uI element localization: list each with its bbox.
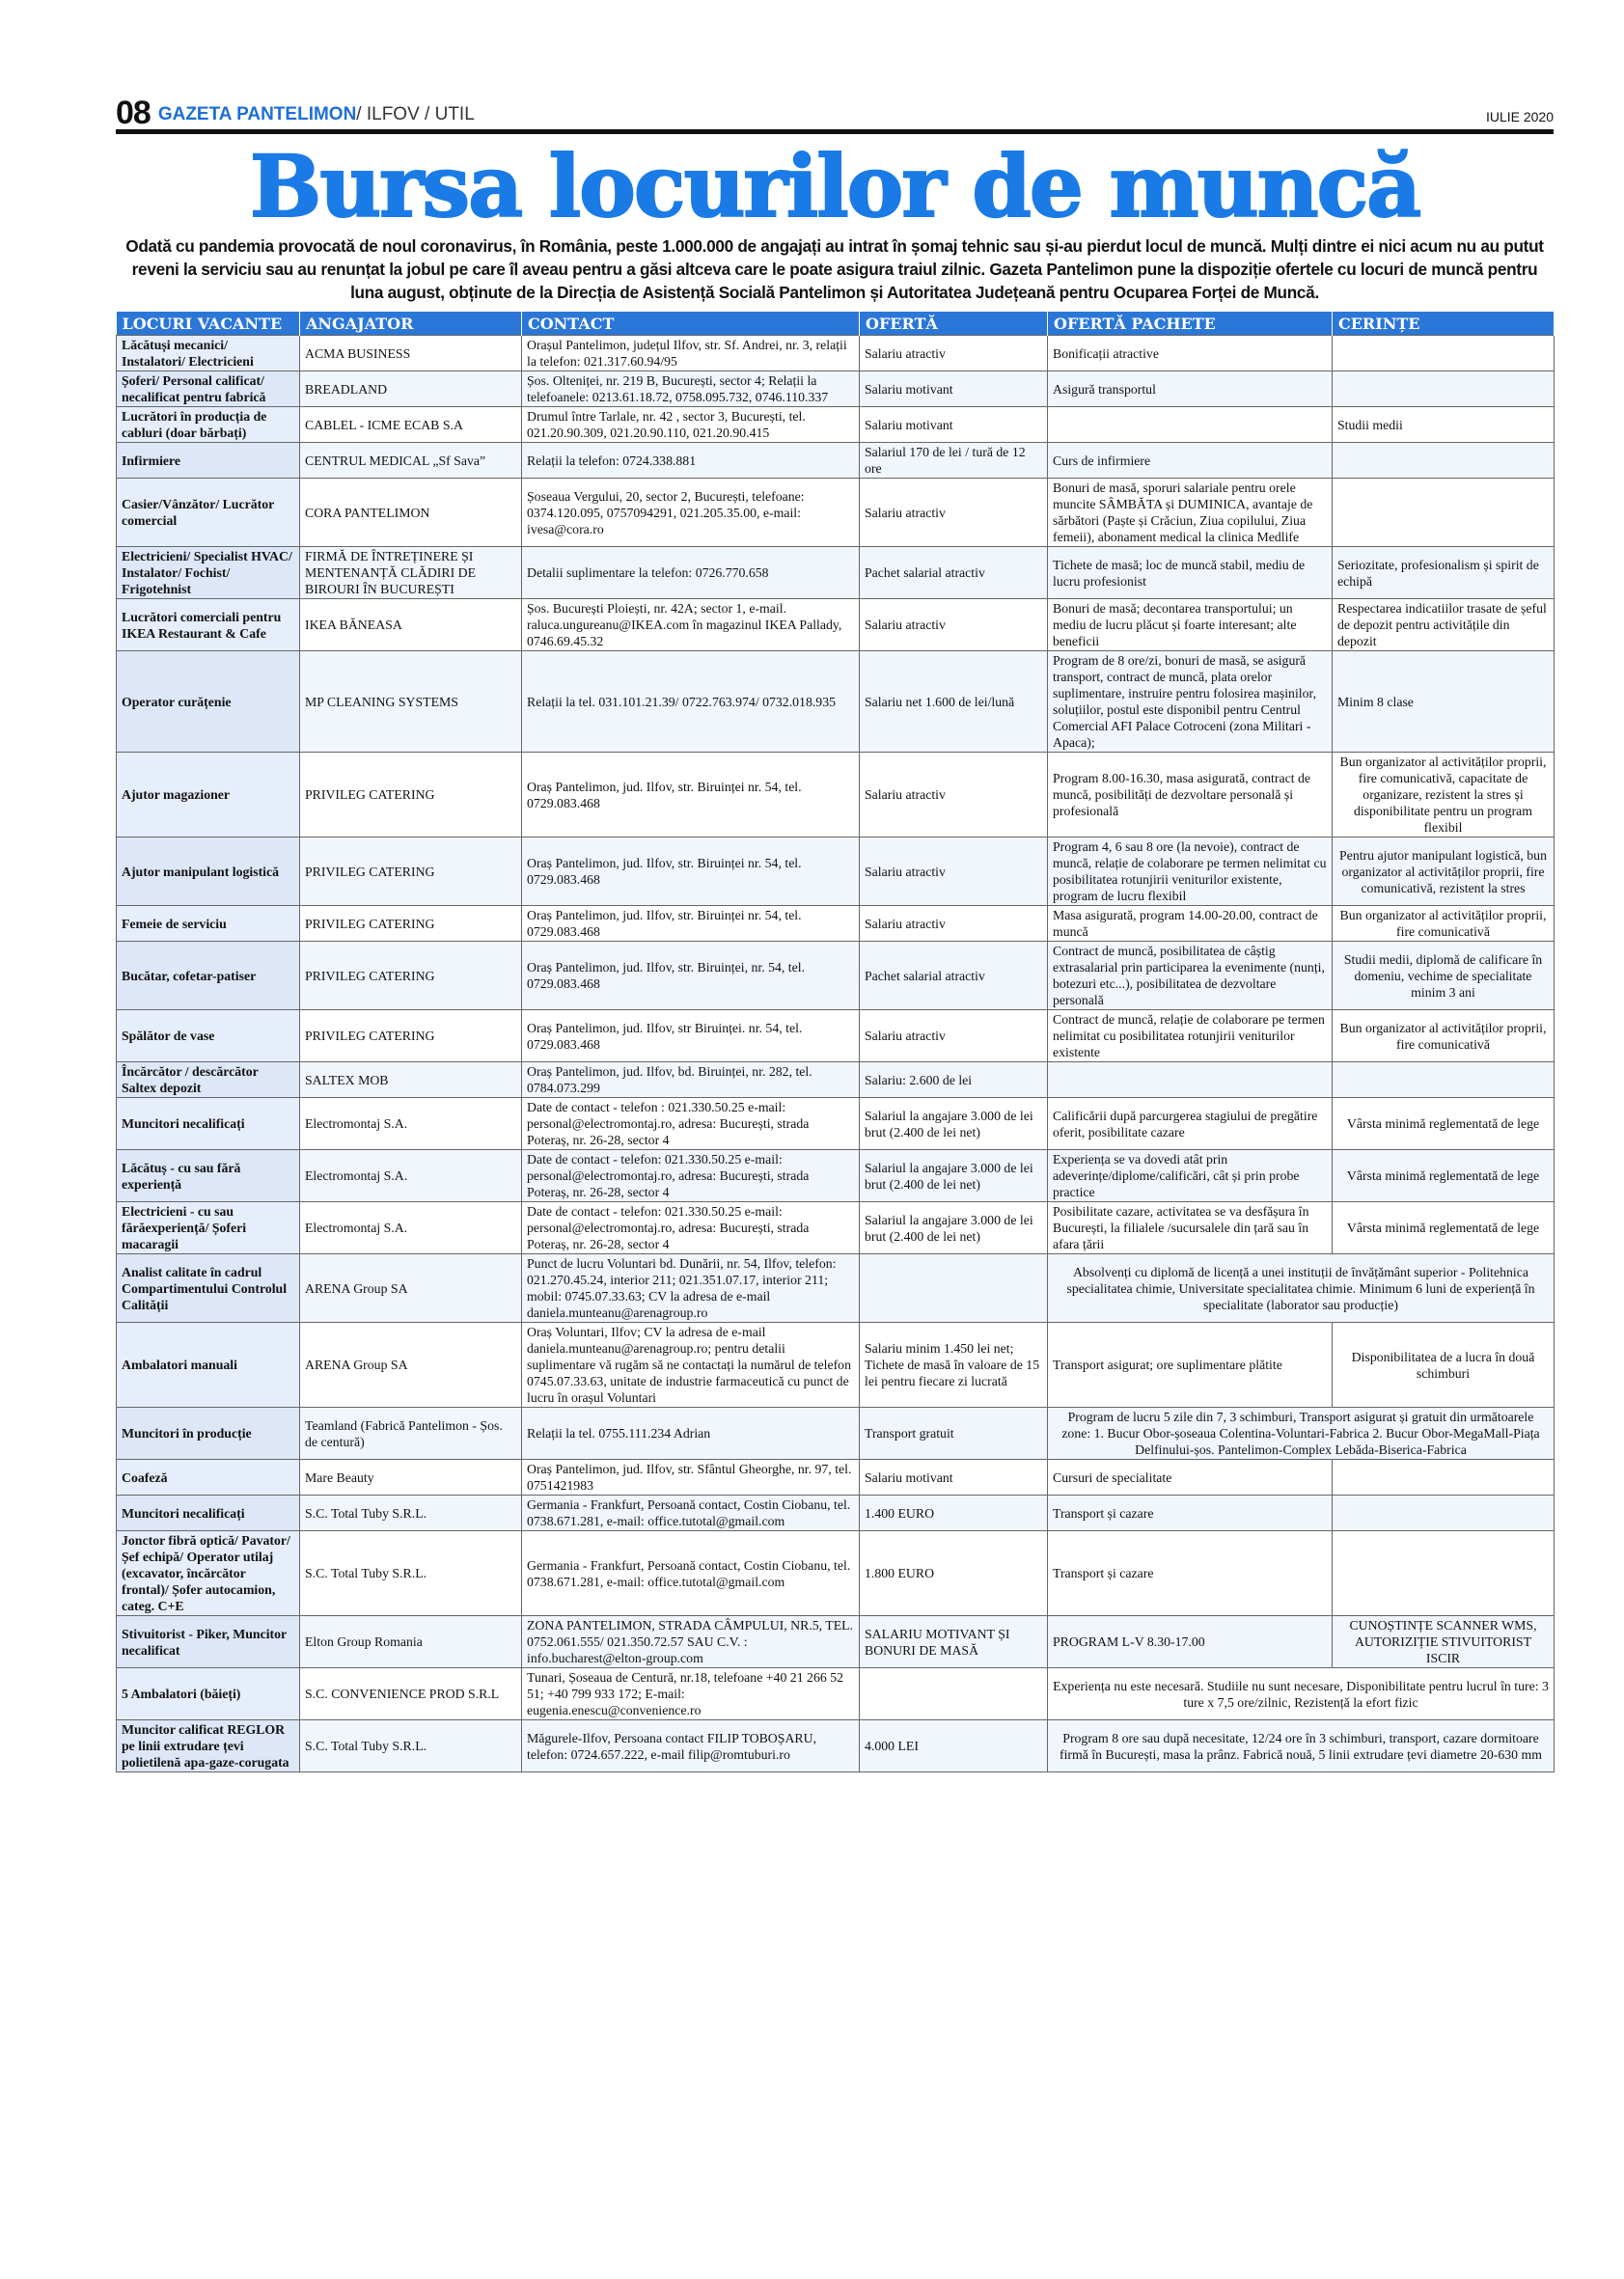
cell-offer-package: Program de lucru 5 zile din 7, 3 schimburi, Transport asigurat și gratuit din următoarele zone: 1. Bucur Obor-șoseaua Colentina-Voluntari-Fabrica 2. Bucur Obor-MegaMall-Piața Delfinului-șos. Pantelimon-Complex Lebăda-Biserica-Fabrica xyxy=(1048,1408,1555,1460)
table-row xyxy=(117,906,1555,942)
cell-job-title: Ambalatori manuali xyxy=(117,1323,300,1408)
cell-job-title: Muncitori necalificați xyxy=(117,1496,300,1531)
cell-requirements xyxy=(1333,443,1555,479)
cell-employer: S.C. Total Tuby S.R.L. xyxy=(300,1496,522,1531)
cell-offer xyxy=(860,1254,1048,1323)
cell-employer: FIRMĂ DE ÎNTREȚINERE ȘI MENTENANȚĂ CLĂDIRI DE BIROURI ÎN BUCUREȘTI xyxy=(300,547,522,599)
cell-offer: Salariu atractiv xyxy=(860,753,1048,837)
cell-job-title: Muncitor calificat REGLOR pe linii extrudare țevi polietilenă apa-gaze-corugata xyxy=(117,1720,300,1772)
cell-offer: Salariu atractiv xyxy=(860,837,1048,906)
col-header-cerinte: CERINȚE xyxy=(1333,312,1555,336)
cell-offer: Pachet salarial atractiv xyxy=(860,547,1048,599)
col-header-oferta-pachete: OFERTĂ PACHETE xyxy=(1048,312,1333,336)
cell-offer-package: Program 8.00-16.30, masa asigurată, contract de muncă, posibilități de dezvoltare personală și profesională xyxy=(1048,753,1333,837)
cell-offer-package: Experiența nu este necesară. Studiile nu sunt necesare, Disponibilitate pentru lucrul în ture: 3 ture x 7,5 ore/zilnic, Rezistență la efort fizic xyxy=(1048,1668,1555,1720)
table-row xyxy=(117,1062,1555,1098)
cell-contact: Relații la telefon: 0724.338.881 xyxy=(522,443,860,479)
cell-offer: Salariu motivant xyxy=(860,371,1048,407)
page-title: Bursa locurilor de muncă xyxy=(249,136,1420,236)
cell-offer-package: Transport și cazare xyxy=(1048,1496,1333,1531)
cell-offer: Salariu atractiv xyxy=(860,599,1048,651)
cell-offer: Salariu motivant xyxy=(860,1460,1048,1496)
cell-employer: Electromontaj S.A. xyxy=(300,1098,522,1150)
cell-offer: 1.400 EURO xyxy=(860,1496,1048,1531)
cell-offer: Salariu atractiv xyxy=(860,479,1048,547)
cell-requirements xyxy=(1333,1531,1555,1616)
cell-contact: Detalii suplimentare la telefon: 0726.770.658 xyxy=(522,547,860,599)
cell-employer: S.C. Total Tuby S.R.L. xyxy=(300,1531,522,1616)
cell-contact: Date de contact - telefon : 021.330.50.25 e-mail: personal@electromontaj.ro, adresa: București, strada Poteraș, nr. 26-28, sector 4 xyxy=(522,1098,860,1150)
cell-job-title: Electricieni/ Specialist HVAC/ Instalator/ Fochist/ Frigotehnist xyxy=(117,547,300,599)
cell-job-title: Lucrători comerciali pentru IKEA Restaurant & Cafe xyxy=(117,599,300,651)
cell-job-title: Lucrători în producția de cabluri (doar bărbați) xyxy=(117,407,300,443)
cell-offer: Salariul la angajare 3.000 de lei brut (2.400 de lei net) xyxy=(860,1098,1048,1150)
cell-offer-package: Program 4, 6 sau 8 ore (la nevoie), contract de muncă, relație de colaborare pe termen nelimitat cu posibilitatea rotunjirii veniturilor existente, program de lucru flexibil xyxy=(1048,837,1333,906)
cell-requirements: Studii medii, diplomă de calificare în domeniu, vechime de specialitate minim 3 ani xyxy=(1333,942,1555,1010)
table-row xyxy=(117,942,1555,1010)
cell-contact: Șos. București Ploiești, nr. 42A; sector 1, e-mail. raluca.ungureanu@IKEA.com în magazinul IKEA Pallady, 0746.69.45.32 xyxy=(522,599,860,651)
cell-employer: ACMA BUSINESS xyxy=(300,336,522,371)
cell-contact: Relații la tel. 0755.111.234 Adrian xyxy=(522,1408,860,1460)
cell-offer: Salariul la angajare 3.000 de lei brut (2.400 de lei net) xyxy=(860,1202,1048,1254)
cell-employer: ARENA Group SA xyxy=(300,1323,522,1408)
cell-offer-package xyxy=(1048,1062,1333,1098)
table-row xyxy=(117,1098,1555,1150)
cell-requirements: CUNOȘTINȚE SCANNER WMS, AUTORIZIȚIE STIVUITORIST ISCIR xyxy=(1333,1616,1555,1668)
cell-contact: Oraș Pantelimon, jud. Ilfov, str. Biruinței nr. 54, tel. 0729.083.468 xyxy=(522,837,860,906)
cell-job-title: Infirmiere xyxy=(117,443,300,479)
cell-employer: BREADLAND xyxy=(300,371,522,407)
cell-offer: Transport gratuit xyxy=(860,1408,1048,1460)
cell-requirements: Vârsta minimă reglementată de lege xyxy=(1333,1098,1555,1150)
jobs-table-body xyxy=(117,336,1555,1772)
cell-offer-package: Curs de infirmiere xyxy=(1048,443,1333,479)
cell-contact: Măgurele-Ilfov, Persoana contact FILIP TOBOȘARU, telefon: 0724.657.222, e-mail filip@romtuburi.ro xyxy=(522,1720,860,1772)
cell-job-title: Jonctor fibră optică/ Pavator/Șef echipă/ Operator utilaj (excavator, încărcător frontal)/ Șofer autocamion, categ. C+E xyxy=(117,1531,300,1616)
table-row xyxy=(117,1616,1555,1668)
cell-job-title: Electricieni - cu sau fărăexperiență/ Șoferi macaragii xyxy=(117,1202,300,1254)
cell-employer: MP CLEANING SYSTEMS xyxy=(300,651,522,753)
cell-job-title: Femeie de serviciu xyxy=(117,906,300,942)
table-row xyxy=(117,1531,1555,1616)
cell-offer: Salariu net 1.600 de lei/lună xyxy=(860,651,1048,753)
intro-paragraph: Odată cu pandemia provocată de noul coronavirus, în România, peste 1.000.000 de angajați au intrat în șomaj tehnic sau și-au pierdut locul de muncă. Mulți dintre ei nici acum nu au putut reveni la serviciu sau au renunțat la jobul pe care îl aveau pentru a găsi altceva care le poate asigura traiul zilnic. Gazeta Pantelimon pune la dispoziție ofertele cu locuri de muncă pentru luna august, obținute de la Direcția de Asistență Socială Pantelimon și Autoritatea Județeană pentru Ocuparea Forței de Muncă. xyxy=(125,236,1544,302)
cell-job-title: Muncitori în producție xyxy=(117,1408,300,1460)
table-header-row xyxy=(117,312,1555,336)
cell-requirements xyxy=(1333,1062,1555,1098)
cell-contact: Oraș Pantelimon, jud. Ilfov, str. Biruinței nr. 54, tel. 0729.083.468 xyxy=(522,753,860,837)
cell-offer: SALARIU MOTIVANT ȘI BONURI DE MASĂ xyxy=(860,1616,1048,1668)
cell-offer-package: Program de 8 ore/zi, bonuri de masă, se asigură transport, contract de muncă, plata orelor suplimentare, instruire pentru folosirea mașinilor, soluțiilor, postul este disponibil pentru Centrul Comercial AFI Palace Cotroceni (zona Militari -Apaca); xyxy=(1048,651,1333,753)
cell-requirements: Bun organizator al activităților proprii, fire comunicativă, capacitate de organizare, rezistent la stres și disponibilitate pentru un program flexibil xyxy=(1333,753,1555,837)
cell-offer-package: Transport asigurat; ore suplimentare plătite xyxy=(1048,1323,1333,1408)
cell-employer: IKEA BĂNEASA xyxy=(300,599,522,651)
cell-offer-package: Contract de muncă, relație de colaborare pe termen nelimitat cu posibilitatea rotunjirii veniturilor existente xyxy=(1048,1010,1333,1062)
table-row xyxy=(117,479,1555,547)
cell-contact: Oraș Pantelimon, jud. Ilfov, str. Biruinței nr. 54, tel. 0729.083.468 xyxy=(522,906,860,942)
table-row xyxy=(117,1150,1555,1202)
table-row xyxy=(117,443,1555,479)
table-row xyxy=(117,1254,1555,1323)
cell-offer: Salariu motivant xyxy=(860,407,1048,443)
cell-employer: PRIVILEG CATERING xyxy=(300,1010,522,1062)
cell-job-title: 5 Ambalatori (băieți) xyxy=(117,1668,300,1720)
cell-offer: 4.000 LEI xyxy=(860,1720,1048,1772)
cell-contact: Oraș Pantelimon, jud. Ilfov, str Biruinței. nr. 54, tel. 0729.083.468 xyxy=(522,1010,860,1062)
cell-offer xyxy=(860,1668,1048,1720)
cell-job-title: Casier/Vânzător/ Lucrător comercial xyxy=(117,479,300,547)
cell-offer: Pachet salarial atractiv xyxy=(860,942,1048,1010)
cell-offer-package: Cursuri de specialitate xyxy=(1048,1460,1333,1496)
cell-contact: Oraș Pantelimon, jud. Ilfov, str. Biruinței, nr. 54, tel. 0729.083.468 xyxy=(522,942,860,1010)
cell-offer-package: Tichete de masă; loc de muncă stabil, mediu de lucru profesionist xyxy=(1048,547,1333,599)
cell-contact: Relații la tel. 031.101.21.39/ 0722.763.974/ 0732.018.935 xyxy=(522,651,860,753)
table-row xyxy=(117,1408,1555,1460)
cell-job-title: Spălător de vase xyxy=(117,1010,300,1062)
cell-requirements: Minim 8 clase xyxy=(1333,651,1555,753)
cell-employer: Mare Beauty xyxy=(300,1460,522,1496)
cell-job-title: Coafeză xyxy=(117,1460,300,1496)
cell-requirements xyxy=(1333,1496,1555,1531)
cell-contact: Drumul între Tarlale, nr. 42 , sector 3, București, tel. 021.20.90.309, 021.20.90.110, 021.20.90.415 xyxy=(522,407,860,443)
col-header-angajator: ANGAJATOR xyxy=(300,312,522,336)
cell-contact: Oraș Voluntari, Ilfov; CV la adresa de e-mail daniela.munteanu@arenagroup.ro; pentru detalii suplimentare vă rugăm să ne contactați la numărul de telefon 0745.07.33.63, unitate de industrie farmaceutică cu punct de lucru în orașul Voluntari xyxy=(522,1323,860,1408)
cell-offer-package xyxy=(1048,407,1333,443)
cell-offer-package: Program 8 ore sau după necesitate, 12/24 ore în 3 schimburi, transport, cazare dormitoare firmă în București, masa la prânz. Fabrică nouă, 5 linii extrudare țevi diametre 20-630 mm xyxy=(1048,1720,1555,1772)
cell-offer: Salariul la angajare 3.000 de lei brut (2.400 de lei net) xyxy=(860,1150,1048,1202)
cell-contact: Punct de lucru Voluntari bd. Dunării, nr. 54, Ilfov, telefon: 021.270.45.24, interior 211; 021.351.07.17, interior 211; mobil: 0745.07.33.63; CV la adresa de e-mail daniela.munteanu@arenagroup.ro xyxy=(522,1254,860,1323)
col-header-locuri: LOCURI VACANTE xyxy=(117,312,300,336)
cell-requirements: Seriozitate, profesionalism și spirit de echipă xyxy=(1333,547,1555,599)
page-number: 08 xyxy=(116,95,151,131)
cell-offer-package: PROGRAM L-V 8.30-17.00 xyxy=(1048,1616,1333,1668)
cell-job-title: Stivuitorist - Piker, Muncitor necalificat xyxy=(117,1616,300,1668)
cell-employer: Elton Group Romania xyxy=(300,1616,522,1668)
cell-contact: Oraș Pantelimon, jud. Ilfov, bd. Biruinței, nr. 282, tel. 0784.073.299 xyxy=(522,1062,860,1098)
cell-contact: Oraș Pantelimon, jud. Ilfov, str. Sfântul Gheorghe, nr. 97, tel. 0751421983 xyxy=(522,1460,860,1496)
col-header-oferta: OFERTĂ xyxy=(860,312,1048,336)
cell-offer-package: Masa asigurată, program 14.00-20.00, contract de muncă xyxy=(1048,906,1333,942)
cell-job-title: Analist calitate în cadrul Compartimentului Controlul Calității xyxy=(117,1254,300,1323)
cell-job-title: Operator curățenie xyxy=(117,651,300,753)
cell-employer: CENTRUL MEDICAL „Sf Sava” xyxy=(300,443,522,479)
cell-requirements: Bun organizator al activităților proprii, fire comunicativă xyxy=(1333,906,1555,942)
cell-job-title: Bucătar, cofetar-patiser xyxy=(117,942,300,1010)
cell-requirements: Vârsta minimă reglementată de lege xyxy=(1333,1202,1555,1254)
cell-requirements: Disponibilitatea de a lucra în două schimburi xyxy=(1333,1323,1555,1408)
table-row xyxy=(117,547,1555,599)
cell-requirements: Studii medii xyxy=(1333,407,1555,443)
col-header-contact: CONTACT xyxy=(522,312,860,336)
cell-offer: Salariu atractiv xyxy=(860,906,1048,942)
table-row xyxy=(117,1010,1555,1062)
cell-employer: ARENA Group SA xyxy=(300,1254,522,1323)
newspaper-page xyxy=(116,93,1554,1772)
table-row xyxy=(117,336,1555,371)
cell-contact: Date de contact - telefon: 021.330.50.25 e-mail: personal@electromontaj.ro, adresa: București, strada Poteraș, nr. 26-28, sector 4 xyxy=(522,1202,860,1254)
cell-employer: PRIVILEG CATERING xyxy=(300,942,522,1010)
cell-job-title: Ajutor manipulant logistică xyxy=(117,837,300,906)
cell-requirements: Bun organizator al activităților proprii, fire comunicativă xyxy=(1333,1010,1555,1062)
cell-offer: 1.800 EURO xyxy=(860,1531,1048,1616)
cell-employer: S.C. CONVENIENCE PROD S.R.L xyxy=(300,1668,522,1720)
cell-employer: S.C. Total Tuby S.R.L. xyxy=(300,1720,522,1772)
jobs-table xyxy=(116,312,1555,1772)
cell-offer-package: Bonificații atractive xyxy=(1048,336,1333,371)
cell-job-title: Lăcătuș - cu sau fără experiență xyxy=(117,1150,300,1202)
section-path: / ILFOV / UTIL xyxy=(356,104,475,124)
cell-requirements: Vârsta minimă reglementată de lege xyxy=(1333,1150,1555,1202)
cell-job-title: Muncitori necalificați xyxy=(117,1098,300,1150)
cell-contact: Date de contact - telefon: 021.330.50.25 e-mail: personal@electromontaj.ro, adresa: București, strada Poteraș, nr. 26-28, sector 4 xyxy=(522,1150,860,1202)
cell-offer-package: Asigură transportul xyxy=(1048,371,1333,407)
cell-offer-package: Contract de muncă, posibilitatea de câștig extrasalarial prin participarea la evenimente (nunți, botezuri etc...), posibilitatea de dezvoltare personală xyxy=(1048,942,1333,1010)
table-row xyxy=(117,1720,1555,1772)
cell-requirements xyxy=(1333,479,1555,547)
cell-requirements xyxy=(1333,371,1555,407)
cell-employer: Electromontaj S.A. xyxy=(300,1150,522,1202)
cell-offer: Salariu minim 1.450 lei net; Tichete de masă în valoare de 15 lei pentru fiecare zi lucrată xyxy=(860,1323,1048,1408)
cell-job-title: Încărcător / descărcător Saltex depozit xyxy=(117,1062,300,1098)
cell-offer-package: Transport și cazare xyxy=(1048,1531,1333,1616)
cell-employer: Teamland (Fabrică Pantelimon - Șos. de centură) xyxy=(300,1408,522,1460)
cell-contact: Germania - Frankfurt, Persoană contact, Costin Ciobanu, tel. 0738.671.281, e-mail: office.tutotal@gmail.com xyxy=(522,1496,860,1531)
cell-offer-package: Experiența se va dovedi atât prin adeverințe/diplome/calificări, cât și prin probe practice xyxy=(1048,1150,1333,1202)
cell-offer-package: Calificării după parcurgerea stagiului de pregătire oferit, posibilitate cazare xyxy=(1048,1098,1333,1150)
table-row xyxy=(117,599,1555,651)
cell-contact: Șoseaua Vergului, 20, sector 2, București, telefoane: 0374.120.095, 0757094291, 021.205.35.00, e-mail: ivesa@cora.ro xyxy=(522,479,860,547)
publication-name: GAZETA PANTELIMON xyxy=(157,104,357,124)
table-row xyxy=(117,753,1555,837)
issue-date: IULIE 2020 xyxy=(1485,109,1554,124)
cell-employer: Electromontaj S.A. xyxy=(300,1202,522,1254)
table-row xyxy=(117,1496,1555,1531)
cell-contact: Orașul Pantelimon, județul Ilfov, str. Sf. Andrei, nr. 3, relații la telefon: 021.317.60.94/95 xyxy=(522,336,860,371)
cell-requirements: Pentru ajutor manipulant logistică, bun organizator al activităților proprii, fire comunicativă, rezistent la stres xyxy=(1333,837,1555,906)
table-row xyxy=(117,651,1555,753)
table-row xyxy=(117,1323,1555,1408)
cell-contact: Tunari, Șoseaua de Centură, nr.18, telefoane +40 21 266 52 51; +40 799 933 172; E-mail: eugenia.enescu@convenience.ro xyxy=(522,1668,860,1720)
cell-employer: CORA PANTELIMON xyxy=(300,479,522,547)
cell-employer: PRIVILEG CATERING xyxy=(300,837,522,906)
table-row xyxy=(117,1460,1555,1496)
cell-requirements xyxy=(1333,1460,1555,1496)
cell-employer: PRIVILEG CATERING xyxy=(300,753,522,837)
cell-requirements xyxy=(1333,336,1555,371)
cell-employer: SALTEX MOB xyxy=(300,1062,522,1098)
table-row xyxy=(117,371,1555,407)
cell-employer: PRIVILEG CATERING xyxy=(300,906,522,942)
cell-contact: ZONA PANTELIMON, STRADA CÂMPULUI, NR.5, TEL. 0752.061.555/ 021.350.72.57 SAU C.V. : info.bucharest@elton-group.com xyxy=(522,1616,860,1668)
table-row xyxy=(117,1202,1555,1254)
table-row xyxy=(117,837,1555,906)
page-header xyxy=(116,93,1554,134)
table-row xyxy=(117,407,1555,443)
cell-employer: CABLEL - ICME ECAB S.A xyxy=(300,407,522,443)
cell-offer: Salariu: 2.600 de lei xyxy=(860,1062,1048,1098)
cell-offer: Salariu atractiv xyxy=(860,1010,1048,1062)
cell-offer: Salariu atractiv xyxy=(860,336,1048,371)
cell-offer: Salariul 170 de lei / tură de 12 ore xyxy=(860,443,1048,479)
cell-job-title: Lăcătuși mecanici/ Instalatori/ Electricieni xyxy=(117,336,300,371)
cell-offer-package: Bonuri de masă; decontarea transportului; un mediu de lucru plăcut și foarte interesant; alte beneficii xyxy=(1048,599,1333,651)
cell-job-title: Ajutor magazioner xyxy=(117,753,300,837)
cell-contact: Șos. Olteniței, nr. 219 B, București, sector 4; Relații la telefoanele: 0213.61.18.72, 0758.095.732, 0746.110.337 xyxy=(522,371,860,407)
cell-offer-package: Posibilitate cazare, activitatea se va desfășura în București, la filialele /sucursalele din țară sau în afara țării xyxy=(1048,1202,1333,1254)
cell-requirements: Respectarea indicatiilor trasate de șeful de depozit pentru activitățile din depozit xyxy=(1333,599,1555,651)
cell-job-title: Șoferi/ Personal calificat/ necalificat pentru fabrică xyxy=(117,371,300,407)
table-row xyxy=(117,1668,1555,1720)
cell-contact: Germania - Frankfurt, Persoană contact, Costin Ciobanu, tel. 0738.671.281, e-mail: office.tutotal@gmail.com xyxy=(522,1531,860,1616)
cell-offer-package: Absolvenți cu diplomă de licență a unei instituții de învățământ superior - Politehnica specialitatea chimie, Universitate specialitatea chimie. Minimum 6 luni de experiență în specialitate (laborator sau producție) xyxy=(1048,1254,1555,1323)
cell-offer-package: Bonuri de masă, sporuri salariale pentru orele muncite SÂMBĂTA și DUMINICA, avantaje de sărbători (Paște și Crăciun, Ziua copilului, Ziua femeii), abonament medical la clinica Medlife xyxy=(1048,479,1333,547)
